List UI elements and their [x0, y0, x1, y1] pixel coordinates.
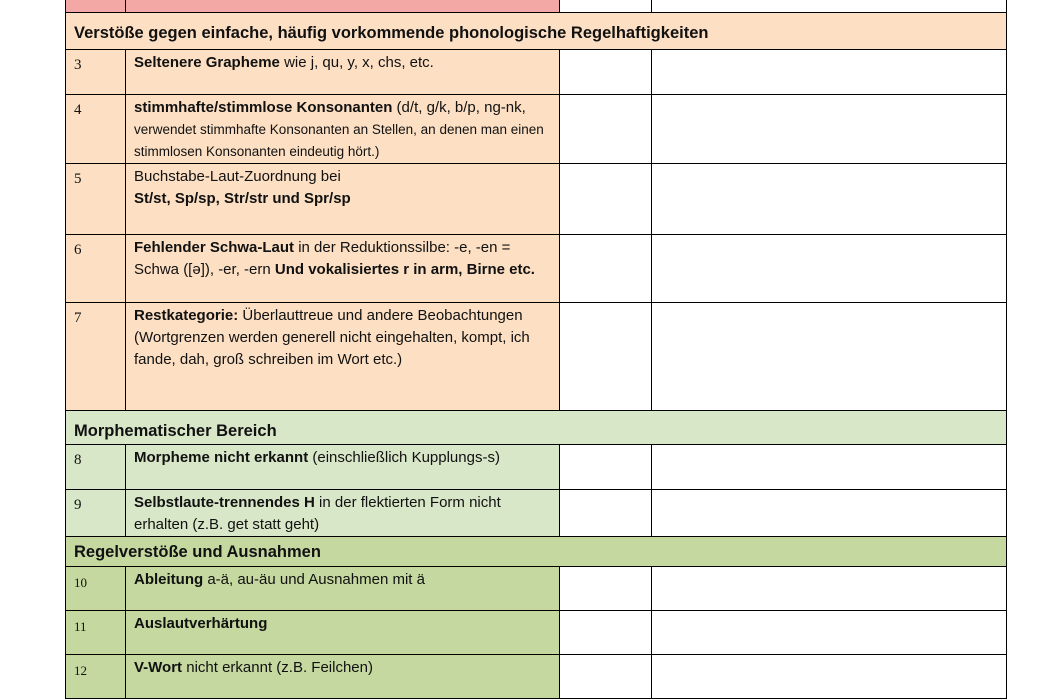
row-term: Selbstlaute-trennendes H	[134, 494, 315, 511]
table-row	[66, 95, 1007, 164]
row-text: Buchstabe-Laut-Zuordnung bei	[134, 168, 341, 185]
table-row	[66, 655, 1007, 699]
row-term: Auslautverhärtung	[134, 615, 268, 632]
cell-rating[interactable]	[560, 655, 652, 699]
row-text: (einschließlich Kupplungs-s)	[308, 449, 500, 466]
section-title: Morphematischer Bereich	[66, 411, 1007, 445]
row-term: Restkategorie:	[134, 307, 239, 324]
cell-notes[interactable]	[652, 95, 1007, 164]
row-description	[126, 235, 560, 303]
row-number: 8	[66, 445, 126, 490]
row-number: 3	[66, 50, 126, 95]
cell-rating[interactable]	[560, 0, 652, 13]
cell-rating[interactable]	[560, 567, 652, 611]
section-header-phonological	[66, 13, 1007, 50]
section-header-morphematic	[66, 411, 1007, 445]
row-number: 11	[66, 611, 126, 655]
error-category-table	[65, 0, 1007, 699]
cell-notes[interactable]	[652, 235, 1007, 303]
cell-rating[interactable]	[560, 490, 652, 537]
section-header-rules	[66, 537, 1007, 567]
row-text: a-ä, au-äu und Ausnahmen mit ä	[203, 571, 425, 588]
cell-notes[interactable]	[652, 611, 1007, 655]
cell-rating[interactable]	[560, 235, 652, 303]
table-row	[66, 567, 1007, 611]
row-term: Seltenere Grapheme	[134, 54, 280, 71]
row-number: 9	[66, 490, 126, 537]
table-row	[66, 164, 1007, 235]
row-term: St/st, Sp/sp, Str/str und Spr/sp	[134, 190, 351, 207]
table-row	[66, 445, 1007, 490]
table-row-previous	[66, 0, 1007, 13]
row-text: in der Reduktionssilbe: -e, -en = Schwa ([ə]), -er, -ern	[134, 239, 511, 278]
row-number: 5	[66, 164, 126, 235]
row-description	[126, 95, 560, 164]
row-term: stimmhafte/stimmlose Konsonanten	[134, 99, 393, 116]
row-description	[126, 164, 560, 235]
row-number: 10	[66, 567, 126, 611]
cell-rating[interactable]	[560, 95, 652, 164]
row-term: Fehlender Schwa-Laut	[134, 239, 295, 256]
row-description	[126, 303, 560, 411]
cell-notes[interactable]	[652, 445, 1007, 490]
cell-notes[interactable]	[652, 490, 1007, 537]
cell-notes[interactable]	[652, 164, 1007, 235]
row-text: wie j, qu, y, x, chs, etc.	[279, 54, 434, 71]
table-row	[66, 490, 1007, 537]
row-note: verwendet stimmhafte Konsonanten an Stellen, an denen man einen stimmlosen Konsonanten eindeutig hört.)	[134, 122, 544, 159]
cell-rating[interactable]	[560, 50, 652, 95]
row-term: V-Wort	[134, 659, 183, 676]
row-term: Morpheme nicht erkannt	[134, 449, 309, 466]
cell-notes[interactable]	[652, 303, 1007, 411]
section-title: Verstöße gegen einfache, häufig vorkommende phonologische Regelhaftigkeiten	[66, 13, 1007, 50]
cell-notes[interactable]	[652, 567, 1007, 611]
cell-rating[interactable]	[560, 164, 652, 235]
row-description	[126, 445, 560, 490]
row-term: Ableitung	[134, 571, 204, 588]
cell-rating[interactable]	[560, 611, 652, 655]
cell-notes[interactable]	[652, 0, 1007, 13]
row-number: 6	[66, 235, 126, 303]
cell-num	[66, 0, 126, 13]
row-text: (d/t, g/k, b/p, ng-nk,	[392, 99, 526, 116]
row-text: Überlauttreue und andere Beobachtungen (Wortgrenzen werden generell nicht eingehalten, kompt, ich fande, dah, groß schreiben im Wort etc.)	[134, 307, 530, 368]
row-description	[126, 655, 560, 699]
cell-rating[interactable]	[560, 445, 652, 490]
row-number: 7	[66, 303, 126, 411]
row-description	[126, 490, 560, 537]
row-description	[126, 611, 560, 655]
row-number: 12	[66, 655, 126, 699]
row-text: in der flektierten Form nicht erhalten (z.B. get statt geht)	[134, 494, 501, 533]
row-description	[126, 567, 560, 611]
cell-desc	[126, 0, 560, 13]
cell-notes[interactable]	[652, 655, 1007, 699]
row-description	[126, 50, 560, 95]
table-row	[66, 235, 1007, 303]
row-text: nicht erkannt (z.B. Feilchen)	[182, 659, 373, 676]
cell-rating[interactable]	[560, 303, 652, 411]
table-row	[66, 303, 1007, 411]
section-title: Regelverstöße und Ausnahmen	[66, 537, 1007, 567]
cell-notes[interactable]	[652, 50, 1007, 95]
table-row	[66, 611, 1007, 655]
row-term-2: Und vokalisiertes r in arm, Birne etc.	[274, 261, 535, 278]
table-row	[66, 50, 1007, 95]
row-number: 4	[66, 95, 126, 164]
